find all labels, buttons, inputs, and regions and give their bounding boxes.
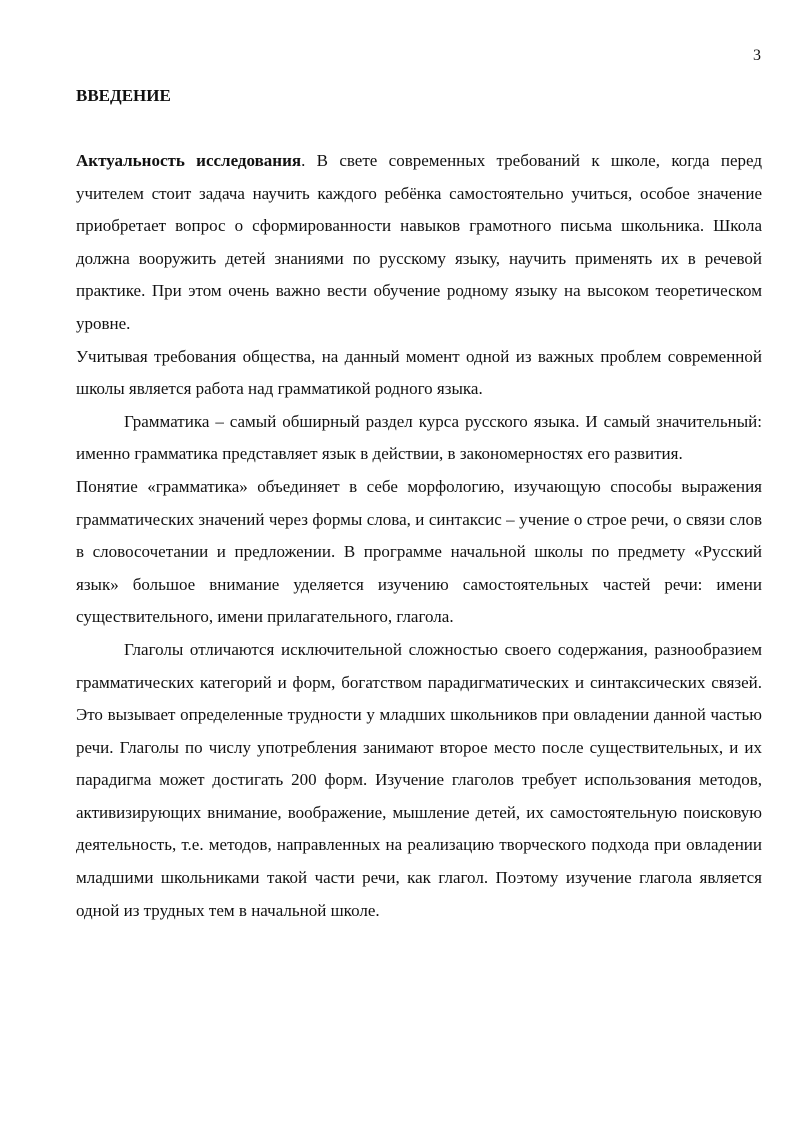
paragraph-society: Учитывая требования общества, на данный момент одной из важных проблем современной школы является работа над грамматикой родного языка. [76, 346, 762, 399]
paragraph-grammar-concept: Понятие «грамматика» объединяет в себе морфологию, изучающую способы выражения грамматических значений через формы слова, и синтаксис – учение о строе речи, о связи слов в словосочетании и предложении. В программе начальной школы по предмету «Русский язык» большое внимание уделяется изучению самостоятельных частей речи: имени существительного, имени прилагательного, глагола. [76, 476, 762, 627]
relevance-lead: Актуальность исследования [76, 151, 302, 170]
section-heading: ВВЕДЕНИЕ [76, 86, 171, 105]
body-text [76, 145, 762, 927]
paragraph-relevance [76, 145, 762, 341]
paragraph-grammar: Грамматика – самый обширный раздел курса русского языка. И самый значительный: именно грамматика представляет язык в действии, в закономерностях его развития. [76, 411, 762, 464]
page-number: 3 [753, 47, 761, 64]
paragraph-verbs: Глаголы отличаются исключительной сложностью своего содержания, разнообразием грамматических категорий и форм, богатством парадигматических и синтаксических связей. Это вызывает определенные трудности у младших школьников при овладении данной частью речи. Глаголы по числу употребления занимают второе место после существительных, и их парадигма может достигать 200 форм. Изучение глаголов требует использования методов, активизирующих внимание, воображение, мышление детей, их самостоятельную поисковую деятельность, т.е. методов, направленных на реализацию творческого подхода при овладении младшими школьниками такой части речи, как глагол. Поэтому изучение глагола является одной из трудных тем в начальной школе. [76, 639, 762, 920]
relevance-text: . В свете современных требований к школе, когда перед учителем стоит задача научить каждого ребёнка самостоятельно учиться, особое значение приобретает вопрос о сформированности навыков грамотного письма школьника. Школа должна вооружить детей знаниями по русскому языку, научить применять их в речевой практике. При этом очень важно вести обучение родному языку на высоком теоретическом уровне. [76, 151, 762, 333]
